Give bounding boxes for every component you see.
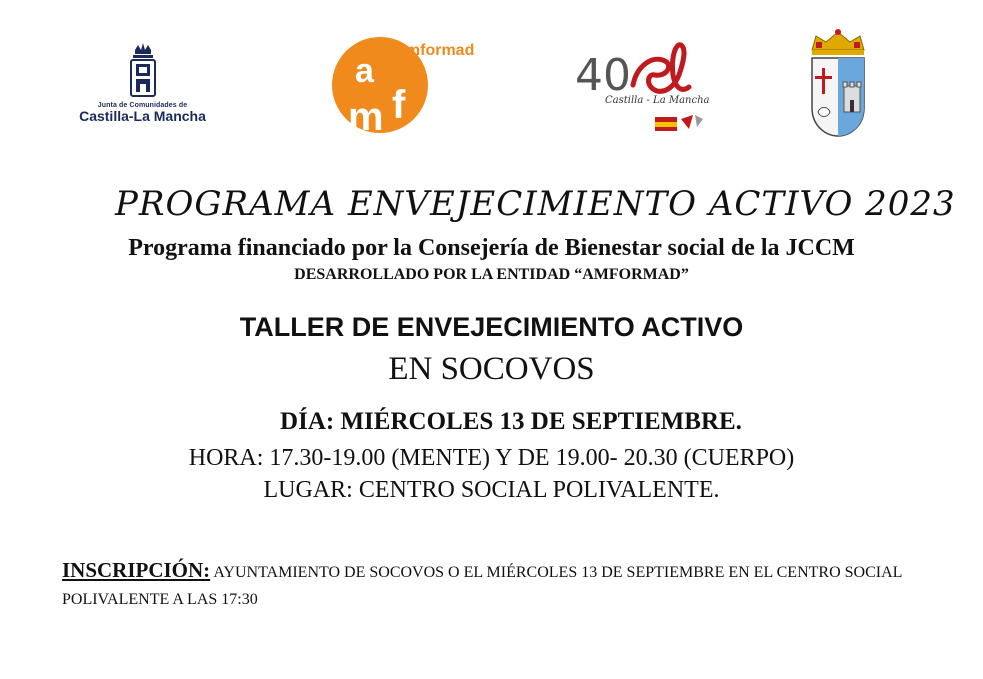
amf-letter-f: f — [392, 83, 406, 127]
castle-crown-icon — [123, 42, 163, 100]
town-line: EN SOCOVOS — [388, 351, 595, 387]
inscription-paragraph — [62, 557, 912, 613]
forty-subtitle: Castilla - La Mancha — [605, 95, 710, 106]
place-line: LUGAR: CENTRO SOCIAL POLIVALENTE. — [263, 477, 720, 503]
forty-icon — [575, 35, 725, 135]
amformad-logo — [330, 30, 490, 138]
jccm-logo — [70, 42, 215, 138]
amf-letter-a: a — [355, 52, 374, 90]
amformad-brand-text: amformad — [397, 42, 475, 59]
jccm-logo-line1: Junta de Comunidades de — [97, 102, 188, 109]
amf-letter-m: m — [348, 95, 384, 138]
developer-line: DESARROLLADO POR LA ENTIDAD “AMFORMAD” — [294, 266, 689, 283]
inscription-label: INSCRIPCIÓN: — [62, 558, 211, 582]
funding-line: Programa financiado por la Consejería de Bienestar social de la JCCM — [128, 235, 855, 261]
workshop-title: TALLER DE ENVEJECIMIENTO ACTIVO — [239, 312, 744, 342]
jccm-logo-line2: Castilla-La Mancha — [79, 108, 206, 124]
hour-line: HORA: 17.30-19.00 (MENTE) Y DE 19.00- 20.30 (CUERPO) — [188, 445, 795, 471]
municipal-crest-logo — [806, 28, 870, 140]
forty-years-logo — [575, 35, 725, 135]
day-line: DÍA: MIÉRCOLES 13 DE SEPTIEMBRE. — [280, 408, 742, 435]
inscription-text: AYUNTAMIENTO DE SOCOVOS O EL MIÉRCOLES 13 DE SEPTIEMBRE EN EL CENTRO SOCIAL POLIVALENTE A LAS 17:30 — [62, 564, 902, 608]
coat-of-arms-icon — [806, 28, 870, 140]
forty-number: 40 — [575, 50, 631, 101]
program-title: PROGRAMA ENVEJECIMIENTO ACTIVO 2023 — [115, 184, 956, 224]
